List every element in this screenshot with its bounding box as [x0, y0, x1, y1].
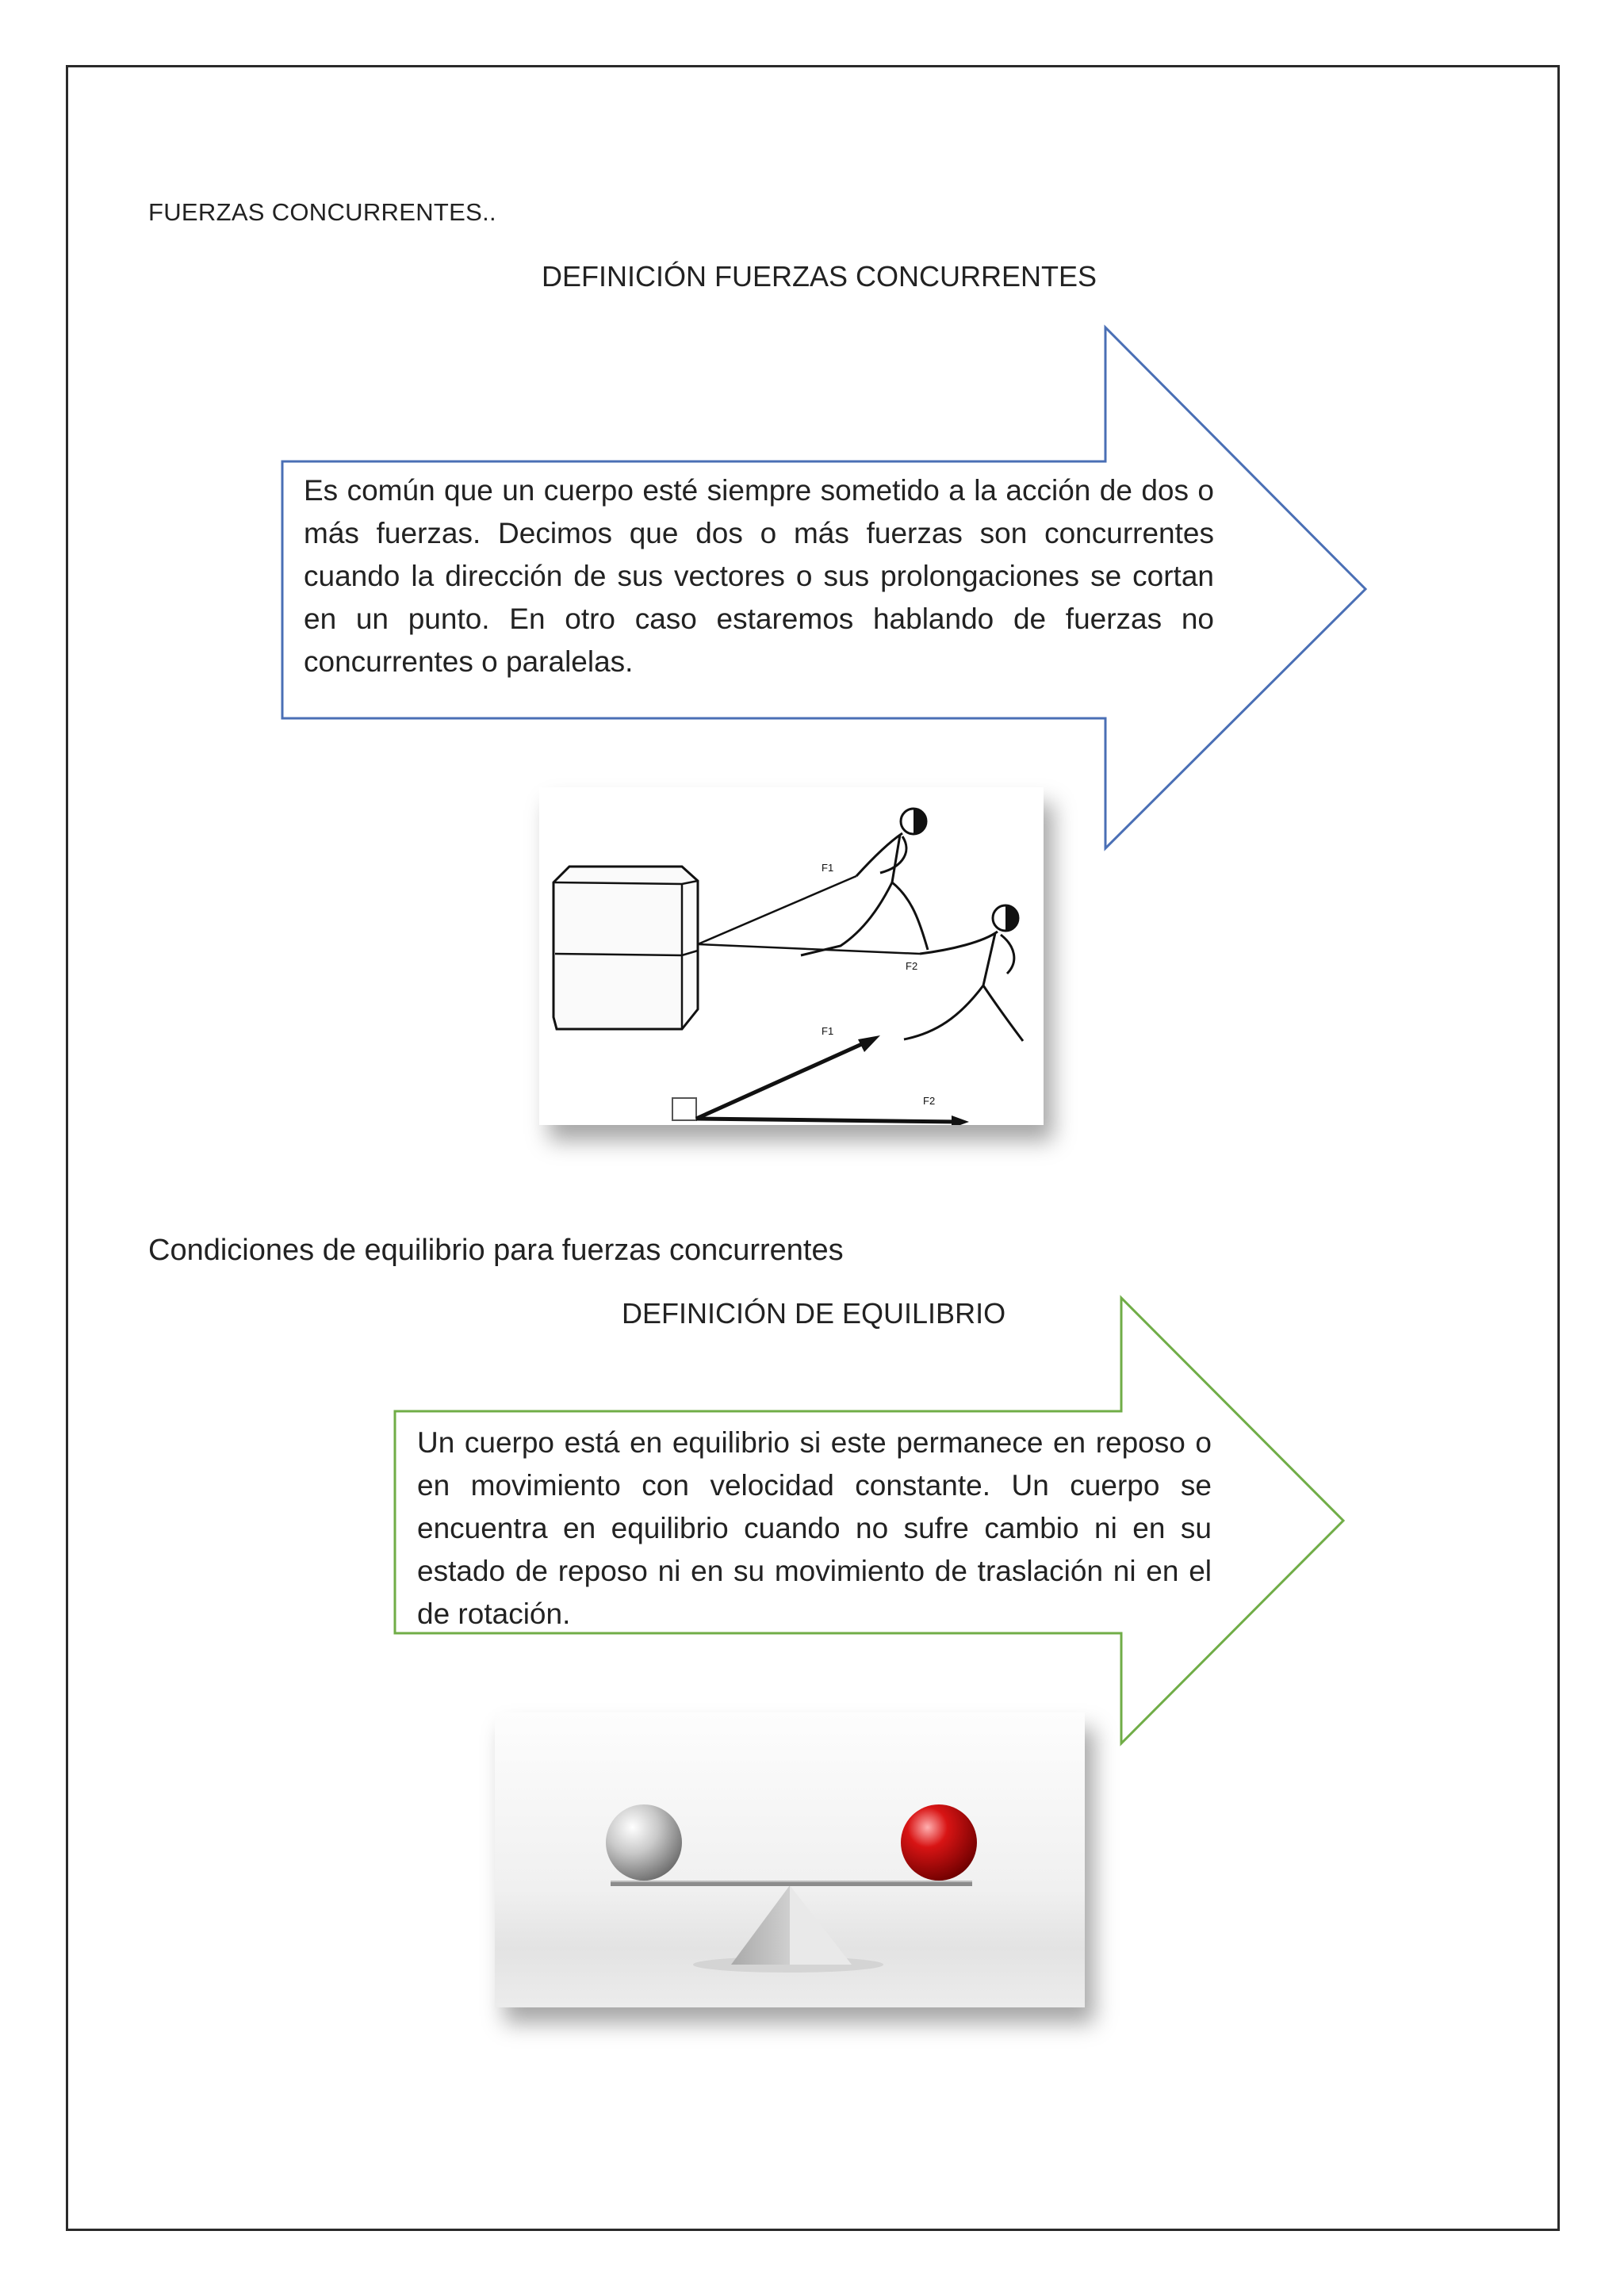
equilibrium-definition-text: Un cuerpo está en equilibrio si este permanece en reposo o en movimiento con velocidad constante. Un cuerpo se encuentra en equilibrio cuando no sufre cambio ni en su estado de reposo ni en su movimiento de traslación ni en el de rotación.	[417, 1426, 1212, 1630]
section-title-equilibrium-conditions: Condiciones de equilibrio para fuerzas concurrentes	[148, 1234, 844, 1267]
document-title: FUERZAS CONCURRENTES..	[148, 198, 496, 226]
section-heading-concurrent-forces: DEFINICIÓN FUERZAS CONCURRENTES	[542, 260, 1097, 293]
label-f1-person: F1	[822, 862, 834, 874]
section-heading-equilibrium: DEFINICIÓN DE EQUILIBRIO	[622, 1297, 1006, 1330]
label-f2-person: F2	[906, 960, 918, 972]
label-f2-vector: F2	[923, 1095, 936, 1107]
balance-spheres-figure	[495, 1712, 1085, 2007]
label-f1-vector: F1	[822, 1025, 834, 1037]
concurrent-forces-definition-text: Es común que un cuerpo esté siempre sometido a la acción de dos o más fuerzas. Decimos que dos o más fuerzas son concurrentes cuando la dirección de sus vectores o sus prolongaciones se cortan en un punto. En otro caso estaremos hablando de fuerzas no concurrentes o paralelas.	[304, 474, 1214, 678]
